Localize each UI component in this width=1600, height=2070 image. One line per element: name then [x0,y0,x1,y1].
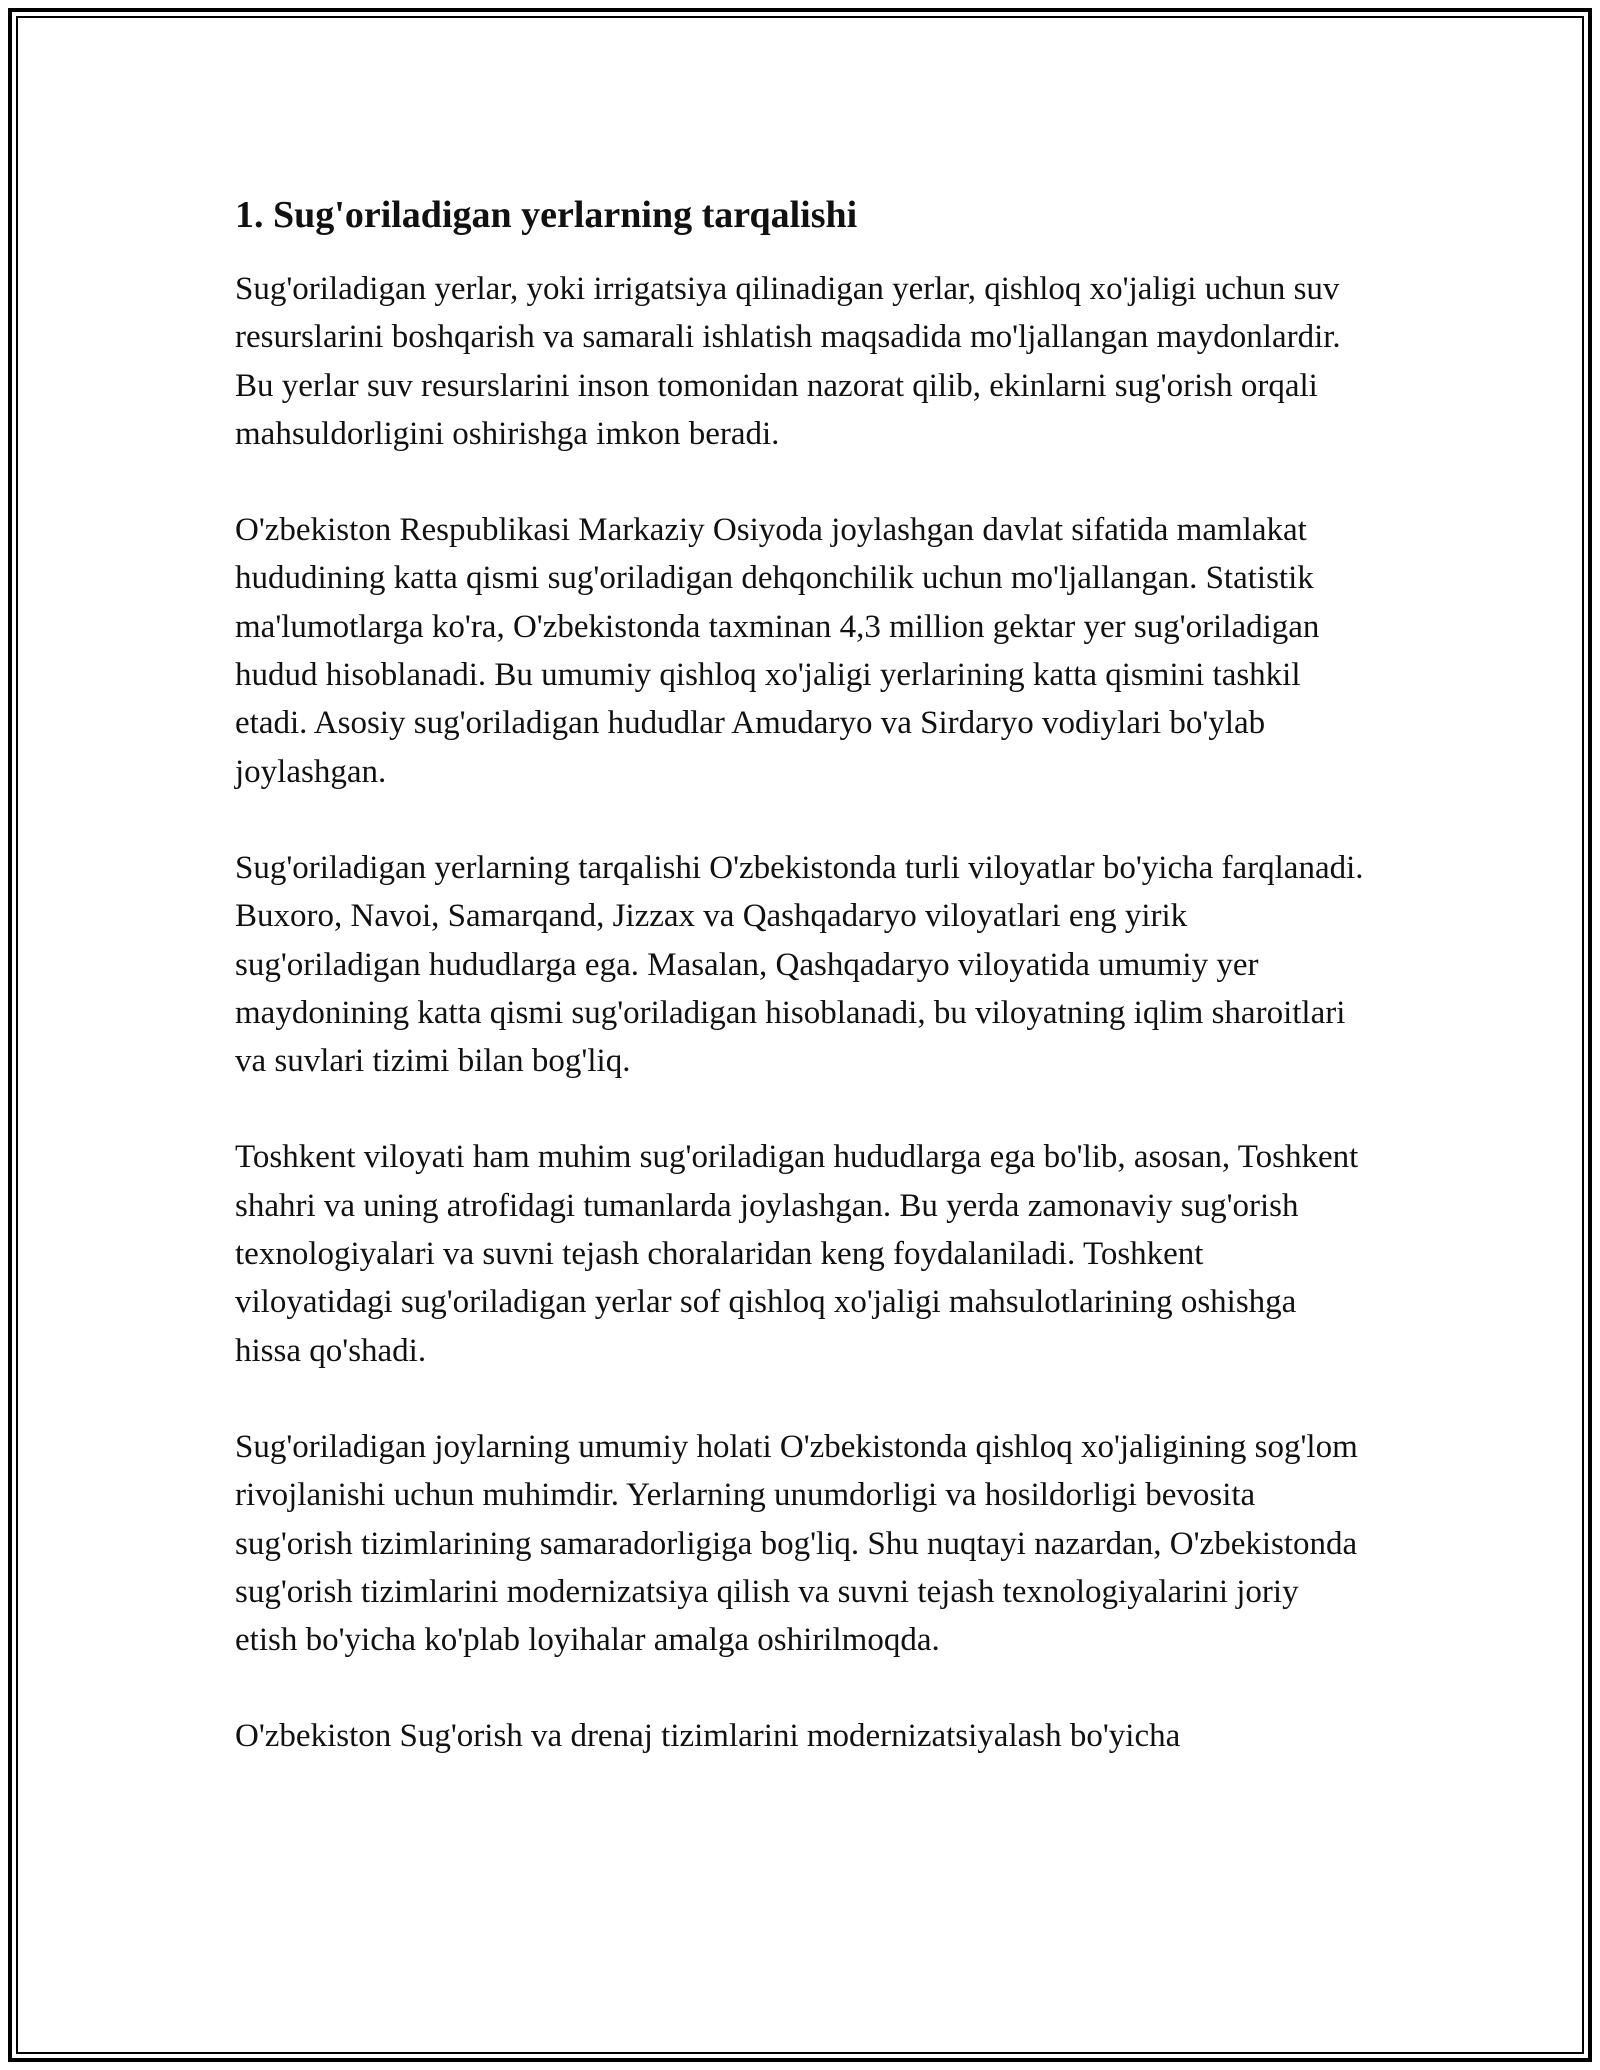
paragraph-6: O'zbekiston Sug'orish va drenaj tizimlarini modernizatsiyalash bo'yicha [235,1718,1181,1755]
paragraph-4: Toshkent viloyati ham muhim sug'oriladigan hududlarga ega bo'lib, asosan, Toshkent shahri va uning atrofidagi tumanlarda joylashgan. Bu yerda zamonaviy sug'orish texnologiyalari va suvni tejash choralaridan keng foydalaniladi. Toshkent viloyatidagi sug'oriladigan yerlar sof qishloq xo'jaligi mahsulotlarining oshishga hissa qo'shadi. [235,1139,1359,1369]
paragraph-2: O'zbekiston Respublikasi Markaziy Osiyoda joylashgan davlat sifatida mamlakat hududining katta qismi sug'oriladigan dehqonchilik uchun mo'ljallangan. Statistik ma'lumotlarga ko'ra, O'zbekistonda taxminan 4,3 million gektar yer sug'oriladigan hudud hisoblanadi. Bu umumiy qishloq xo'jaligi yerlarining katta qismini tashkil etadi. Asosiy sug'oriladigan hududlar Amudaryo va Sirdaryo vodiylari bo'ylab joylashgan. [235,512,1320,790]
paragraph-3: Sug'oriladigan yerlarning tarqalishi O'zbekistonda turli viloyatlar bo'yicha farqlanadi. Buxoro, Navoi, Samarqand, Jizzax va Qashqadaryo viloyatlari eng yirik sug'oriladigan hududlarga ega. Masalan, Qashqadaryo viloyatida umumiy yer maydonining katta qismi sug'oriladigan hisoblanadi, bu viloyatning iqlim sharoitlari va suvlari tizimi bilan bog'liq. [235,849,1364,1080]
paragraph-1: Sug'oriladigan yerlar, yoki irrigatsiya qilinadigan yerlar, qishloq xo'jaligi uchun suv resurslarini boshqarish va samarali ishlatish maqsadida mo'ljallangan maydonlardir. Bu yerlar suv resurslarini inson tomonidan nazorat qilib, ekinlarni sug'orish orqali mahsuldorligini oshirishga imkon beradi. [235,271,1341,452]
document-body [235,185,1375,1809]
paragraph-5: Sug'oriladigan joylarning umumiy holati O'zbekistonda qishloq xo'jaligining sog'lom rivojlanishi uchun muhimdir. Yerlarning unumdorligi va hosildorligi bevosita sug'orish tizimlarining samaradorligiga bog'liq. Shu nuqtayi nazardan, O'zbekistonda sug'orish tizimlarini modernizatsiya qilish va suvni tejash texnologiyalarini joriy etish bo'yicha ko'plab loyihalar amalga oshirilmoqda. [235,1428,1358,1659]
section-heading: 1. Sug'oriladigan yerlarning tarqalishi [235,194,858,236]
